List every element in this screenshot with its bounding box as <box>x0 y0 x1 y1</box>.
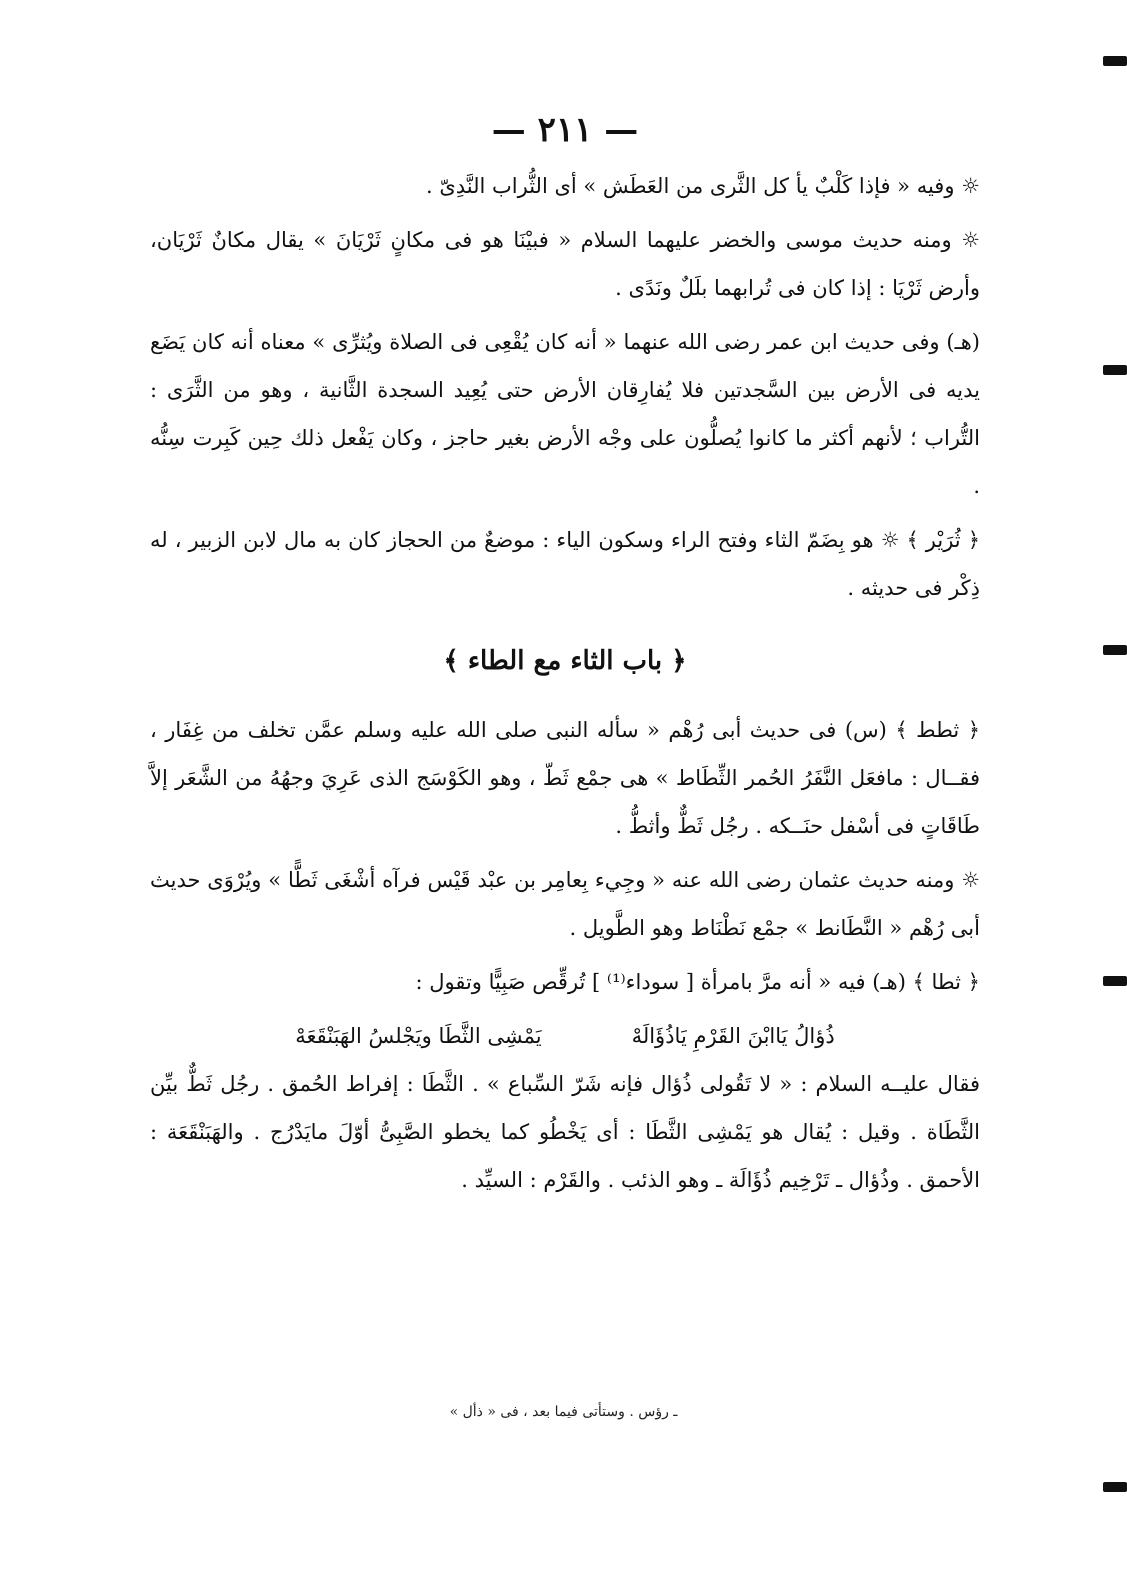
paragraph: ☼ وفيه « فإذا كَلْبٌ يأ كل الثَّرى من العَطَش » أى الثُّراب النَّدِىّ . <box>425 174 980 198</box>
document-page <box>150 110 980 1210</box>
paragraph: (هـ) وفى حديث ابن عمر رضى الله عنهما « أنه كان يُقْعِى فى الصلاة ويُثرِّى » معناه أنه كان يَضَع يديه فى الأرض بين السَّجدتين فلا يُفارِقان الأرض حتى يُعِيد السجدة الثَّانية ، وهو من الثَّرَى : التُّراب ؛ لأنهم أكثر ما كانوا يُصلُّون على وجْه الأرض بغير حاجز ، وكان يَفْعل ذلك حِين كَبِرت سِنُّه . <box>150 330 980 498</box>
scan-edge-mark <box>1103 645 1127 655</box>
paragraph: ﴿ ثطا ﴾ (هـ) فيه « أنه مرَّ بامرأة [ سوداء⁽¹⁾ ] تُرقِّص صَبِيًّا وتقول : <box>415 970 980 994</box>
verse <box>150 1012 980 1060</box>
scan-edge-mark <box>1103 365 1127 375</box>
footnote: ـ رؤس . وستأتى فيما بعد ، فى « ذأل » <box>449 1404 678 1420</box>
paragraph: ☼ ومنه حديث عثمان رضى الله عنه « وجِيء بِعامِر بن عبْد قَيْس فرآه أشْغَى ثَطًّا » ويُرْوَى حديث أبى رُهْم « النَّطَانط » جمْع نَطْنَاط وهو الطَّويل . <box>150 868 981 940</box>
page-number: — ٢١١ — <box>491 110 639 150</box>
paragraph: ☼ ومنه حديث موسى والخضر عليهما السلام « فبيْنَا هو فى مكانٍ ثَرْيَانَ » يقال مكانٌ ثَرْيَان، وأرض ثَرْيَا : إذا كان فى تُرابهما بلَلٌ ونَدًى . <box>150 228 980 300</box>
scan-edge-mark <box>1103 1482 1127 1492</box>
paragraph: ﴿ ثطط ﴾ (س) فى حديث أبى رُهْم « سأله النبى صلى الله عليه وسلم عمَّن تخلف من غِفَار ، فقــال : مافعَل النَّفَرُ الحُمر الثِّطَاط » هى جمْع ثَطّ ، وهو الكَوْسَج الذى عَرِيَ وجهُهُ من الشَّعَر إلاَّ طَاقَاتٍ فى أسْفل حنَــكه . رجُل ثَطٌّ وأثطُّ . <box>150 718 980 838</box>
verse-second-half: يَمْشِى الثَّطَا ويَجْلسُ الهَبَنْقَعَهْ <box>295 1024 542 1048</box>
scan-edge-mark <box>1103 56 1127 66</box>
scan-edge-mark <box>1103 976 1127 986</box>
verse-first-half: ذُؤالُ يَاابْنَ القَرْمِ يَاذُؤَالَهْ <box>631 1024 835 1048</box>
paragraph: فقال عليــه السلام : « لا تَقُولى ذُؤال فإنه شَرّ السِّباع » . الثَّطَا : إفراط الحُمق . رجُل ثَطٌّ بيِّن الثَّطَاة . وقيل : يُقال هو يَمْشِى الثَّطَا : أى يَخْطُو كما يخطو الصَّبِىُّ أوّلَ مايَدْرُج . والهَبَنْقَعَة : الأحمق . وذُؤال ـ تَرْخِيم ذُؤَالَة ـ وهو الذئب . والقَرْم : السيِّد . <box>150 1072 980 1192</box>
chapter-title: ﴿ باب الثاء مع الطاء ﴾ <box>443 646 687 676</box>
paragraph: ﴿ ثُرَيْر ﴾ ☼ هو بِضَمّ الثاء وفتح الراء وسكون الياء : موضعٌ من الحجاز كان به مال لابن الزبير ، له ذِكْر فى حديثه . <box>150 528 980 600</box>
